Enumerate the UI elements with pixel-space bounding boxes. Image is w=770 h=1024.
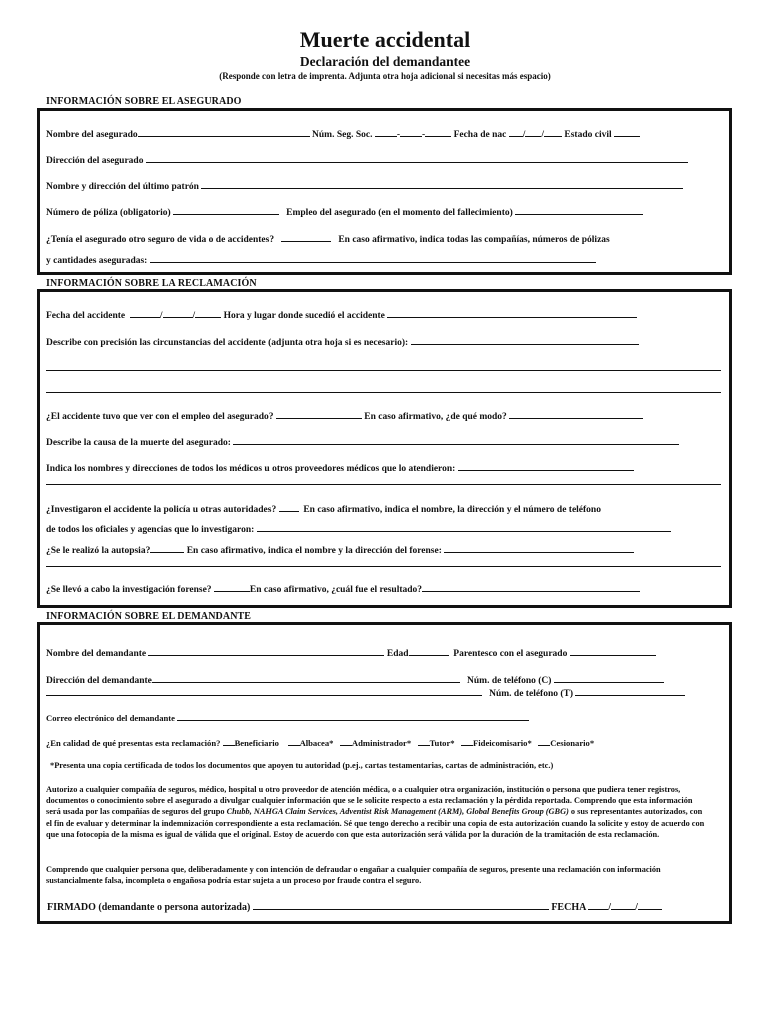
relationship-field[interactable]	[570, 646, 656, 656]
employment-related-answer[interactable]	[276, 409, 362, 419]
option-fideicomisario: Fideicomisario*	[473, 738, 532, 748]
officials-field[interactable]	[257, 522, 671, 532]
option-albacea: Albacea*	[299, 738, 334, 748]
accident-date-label: Fecha del accidente	[46, 311, 126, 321]
section-heading-insured: INFORMACIÓN SOBRE EL ASEGURADO	[46, 96, 242, 107]
signature-field[interactable]	[253, 900, 549, 910]
claim-row-9	[46, 582, 640, 595]
checkbox-administrador[interactable]	[340, 736, 352, 746]
insured-row-4	[46, 205, 643, 218]
employment-related-how: En caso afirmativo, ¿de qué modo?	[364, 412, 507, 422]
claim-row-7	[46, 522, 671, 535]
claimant-row-1	[46, 646, 656, 659]
phone-c-field[interactable]	[554, 673, 664, 683]
other-insurance-detail: En caso afirmativo, indica todas las compañías, números de pólizas	[338, 235, 610, 245]
sign-date-day[interactable]	[611, 900, 635, 910]
insured-address-label: Dirección del asegurado	[46, 156, 144, 166]
claimant-address-field[interactable]	[152, 673, 460, 683]
insured-name-field[interactable]	[138, 127, 310, 137]
signature-row: FIRMADO (demandante o persona autorizada) FECHA / /	[47, 900, 662, 913]
claimant-name-label: Nombre del demandante	[46, 649, 147, 659]
insured-amounts-label: y cantidades aseguradas:	[46, 256, 148, 266]
employment-related-how-field[interactable]	[509, 409, 643, 419]
option-cesionario: Cesionario*	[550, 738, 595, 748]
claim-row-1: Fecha del accidente / / Hora y lugar donde sucedió el accidente	[46, 308, 637, 321]
police-question: ¿Investigaron el accidente la policía u otras autoridades?	[46, 505, 277, 515]
policy-number-label: Número de póliza (obligatorio)	[46, 208, 171, 218]
phone-t-field[interactable]	[575, 686, 685, 696]
claimant-address-field-2[interactable]	[46, 686, 482, 696]
claim-row-8	[46, 543, 634, 556]
accident-date-day[interactable]	[163, 308, 193, 318]
insured-row-1: Nombre del asegurado Núm. Seg. Soc. - - Fecha de nac / / Estado civil	[46, 127, 640, 140]
fraud-paragraph: Comprendo que cualquier persona que, deliberadamente y con intención de defraudar o engañar a cualquier compañía de seguros, presente una reclamación con información sustancialmente falsa, incompleta o engañosa podría estar sujeta a un proceso por fraude contra el seguro.	[46, 865, 661, 886]
employment-related-question: ¿El accidente tuvo que ver con el empleo del asegurado?	[46, 412, 274, 422]
sign-date-month[interactable]	[588, 900, 608, 910]
employment-label: Empleo del asegurado (en el momento del fallecimiento)	[286, 208, 513, 218]
checkbox-cesionario[interactable]	[538, 736, 550, 746]
accident-date-year[interactable]	[195, 308, 221, 318]
page-subtitle: Declaración del demandantee	[299, 54, 471, 69]
phone-t-label: Núm. de teléfono (T)	[489, 689, 574, 699]
autopsy-answer[interactable]	[150, 543, 184, 553]
forensic-question: ¿Se llevó a cabo la investigación forense?	[46, 585, 212, 595]
autopsy-line-2[interactable]	[46, 566, 721, 567]
death-cause-label: Describe la causa de la muerte del asegurado:	[46, 438, 231, 448]
death-cause-field[interactable]	[233, 435, 679, 445]
claimant-age-label: Edad	[386, 649, 409, 659]
employment-field[interactable]	[515, 205, 643, 215]
other-insurance-question: ¿Tenía el asegurado otro seguro de vida o de accidentes?	[46, 235, 275, 245]
claimant-address-label: Dirección del demandante	[46, 676, 152, 686]
ssn-label: Núm. Seg. Soc.	[312, 130, 373, 140]
forensic-result-field[interactable]	[422, 582, 640, 592]
claim-row-4	[46, 435, 679, 448]
email-label: Correo electrónico del demandante	[46, 713, 175, 723]
doctors-field[interactable]	[458, 461, 634, 471]
civil-status-field[interactable]	[614, 127, 640, 137]
dob-field-month[interactable]	[509, 127, 523, 137]
employer-label: Nombre y dirección del último patrón	[46, 182, 199, 192]
circumstances-line-2[interactable]	[46, 392, 721, 393]
circumstances-line-1[interactable]	[46, 370, 721, 371]
insured-row-3	[46, 179, 683, 192]
checkbox-tutor[interactable]	[418, 736, 430, 746]
ssn-field-2[interactable]	[400, 127, 422, 137]
ssn-field-3[interactable]	[425, 127, 451, 137]
accident-place-label: Hora y lugar donde sucedió el accidente	[223, 311, 385, 321]
claimant-row-3	[46, 686, 685, 699]
section-heading-claim: INFORMACIÓN SOBRE LA RECLAMACIÓN	[46, 278, 257, 289]
policy-number-field[interactable]	[173, 205, 279, 215]
claim-row-6	[46, 502, 601, 515]
dob-field-day[interactable]	[525, 127, 541, 137]
authority-note: *Presenta una copia certificada de todos los documentos que apoyen tu autoridad (p.ej., cartas testamentarias, cartas de administración, etc.)	[50, 761, 554, 770]
describe-circumstances-field[interactable]	[411, 335, 639, 345]
insured-address-field[interactable]	[146, 153, 688, 163]
describe-circumstances-label: Describe con precisión las circunstancias del accidente (adjunta otra hoja si es necesario):	[46, 338, 409, 348]
police-detail: En caso afirmativo, indica el nombre, la dirección y el número de teléfono	[303, 505, 601, 515]
sign-date-label: FECHA	[551, 902, 586, 913]
checkbox-fideicomisario[interactable]	[461, 736, 473, 746]
forensic-answer[interactable]	[214, 582, 250, 592]
phone-c-label: Núm. de teléfono (C)	[467, 676, 552, 686]
claimant-row-2	[46, 673, 664, 686]
insured-name-label: Nombre del asegurado	[46, 130, 138, 140]
relationship-label: Parentesco con el asegurado	[453, 649, 568, 659]
claimant-age-field[interactable]	[409, 646, 449, 656]
signature-label: FIRMADO (demandante o persona autorizada)	[47, 902, 251, 913]
option-administrador: Administrador*	[351, 738, 412, 748]
insured-amounts-field[interactable]	[150, 253, 596, 263]
accident-place-field[interactable]	[387, 308, 637, 318]
claim-row-3	[46, 409, 643, 422]
claimant-name-field[interactable]	[148, 646, 384, 656]
dob-field-year[interactable]	[544, 127, 562, 137]
ssn-field-1[interactable]	[375, 127, 397, 137]
employer-field[interactable]	[201, 179, 683, 189]
doctors-label: Indica los nombres y direcciones de todos los médicos u otros proveedores médicos que lo atendieron:	[46, 464, 456, 474]
capacity-question: ¿En calidad de qué presentas esta reclamación?	[46, 738, 221, 748]
police-answer[interactable]	[279, 502, 299, 512]
autopsy-detail-field[interactable]	[444, 543, 634, 553]
autopsy-detail: En caso afirmativo, indica el nombre y la dirección del forense:	[186, 546, 442, 556]
insured-row-6	[46, 253, 596, 266]
capacity-row	[46, 736, 594, 748]
page-title: Muerte accidental	[299, 27, 471, 52]
sign-date-year[interactable]	[638, 900, 662, 910]
option-tutor: Tutor*	[429, 738, 455, 748]
checkbox-albacea[interactable]	[288, 736, 300, 746]
claim-row-5	[46, 461, 634, 474]
option-beneficiario: Beneficiario	[234, 738, 279, 748]
email-field[interactable]	[177, 711, 529, 721]
autopsy-question: ¿Se le realizó la autopsia?	[46, 546, 151, 556]
civil-status-label: Estado civil	[564, 130, 612, 140]
checkbox-beneficiario[interactable]	[223, 736, 235, 746]
authorization-paragraph: Autorizo a cualquier compañía de seguros, médico, hospital u otro proveedor de atención médica, o a cualquier otra organización, institución o persona que pudiera tener registros, documentos o conocimiento sobre el asegurado a divulgar cualquier información que se le solicite respecto a esta reclamación y la pérdida reportada. Comprendo que esta información será usada por las compañías de seguros del grupo Chubb, NAHGA Claim Services, Adventist Risk Management (ARM), Global Benefits Group (GBG) o sus representantes autorizados, con el fin de evaluar y determinar la indemnización correspondiente a esta reclamación. Sé que tengo derecho a recibir una copia de esta autorización cuando la solicite y estoy de acuerdo con que una fotocopia de la misma es igual de válida que el original. Estoy de acuerdo con que esta autorización será válida por la duración de la tramitación de esta reclamación.	[46, 785, 705, 839]
claim-row-2	[46, 335, 639, 348]
forensic-detail: En caso afirmativo, ¿cuál fue el resultado?	[249, 585, 423, 595]
claimant-row-4	[46, 711, 529, 723]
insured-row-2	[46, 153, 688, 166]
instructions: (Responde con letra de imprenta. Adjunta otra hoja adicional si necesitas más espacio)	[219, 71, 551, 81]
other-insurance-answer[interactable]	[281, 232, 331, 242]
section-heading-claimant: INFORMACIÓN SOBRE EL DEMANDANTE	[46, 611, 252, 622]
accident-date-month[interactable]	[130, 308, 160, 318]
dob-label: Fecha de nac	[453, 130, 507, 140]
doctors-line-2[interactable]	[46, 484, 721, 485]
insured-row-5	[46, 232, 610, 245]
officials-label: de todos los oficiales y agencias que lo investigaron:	[46, 525, 255, 535]
